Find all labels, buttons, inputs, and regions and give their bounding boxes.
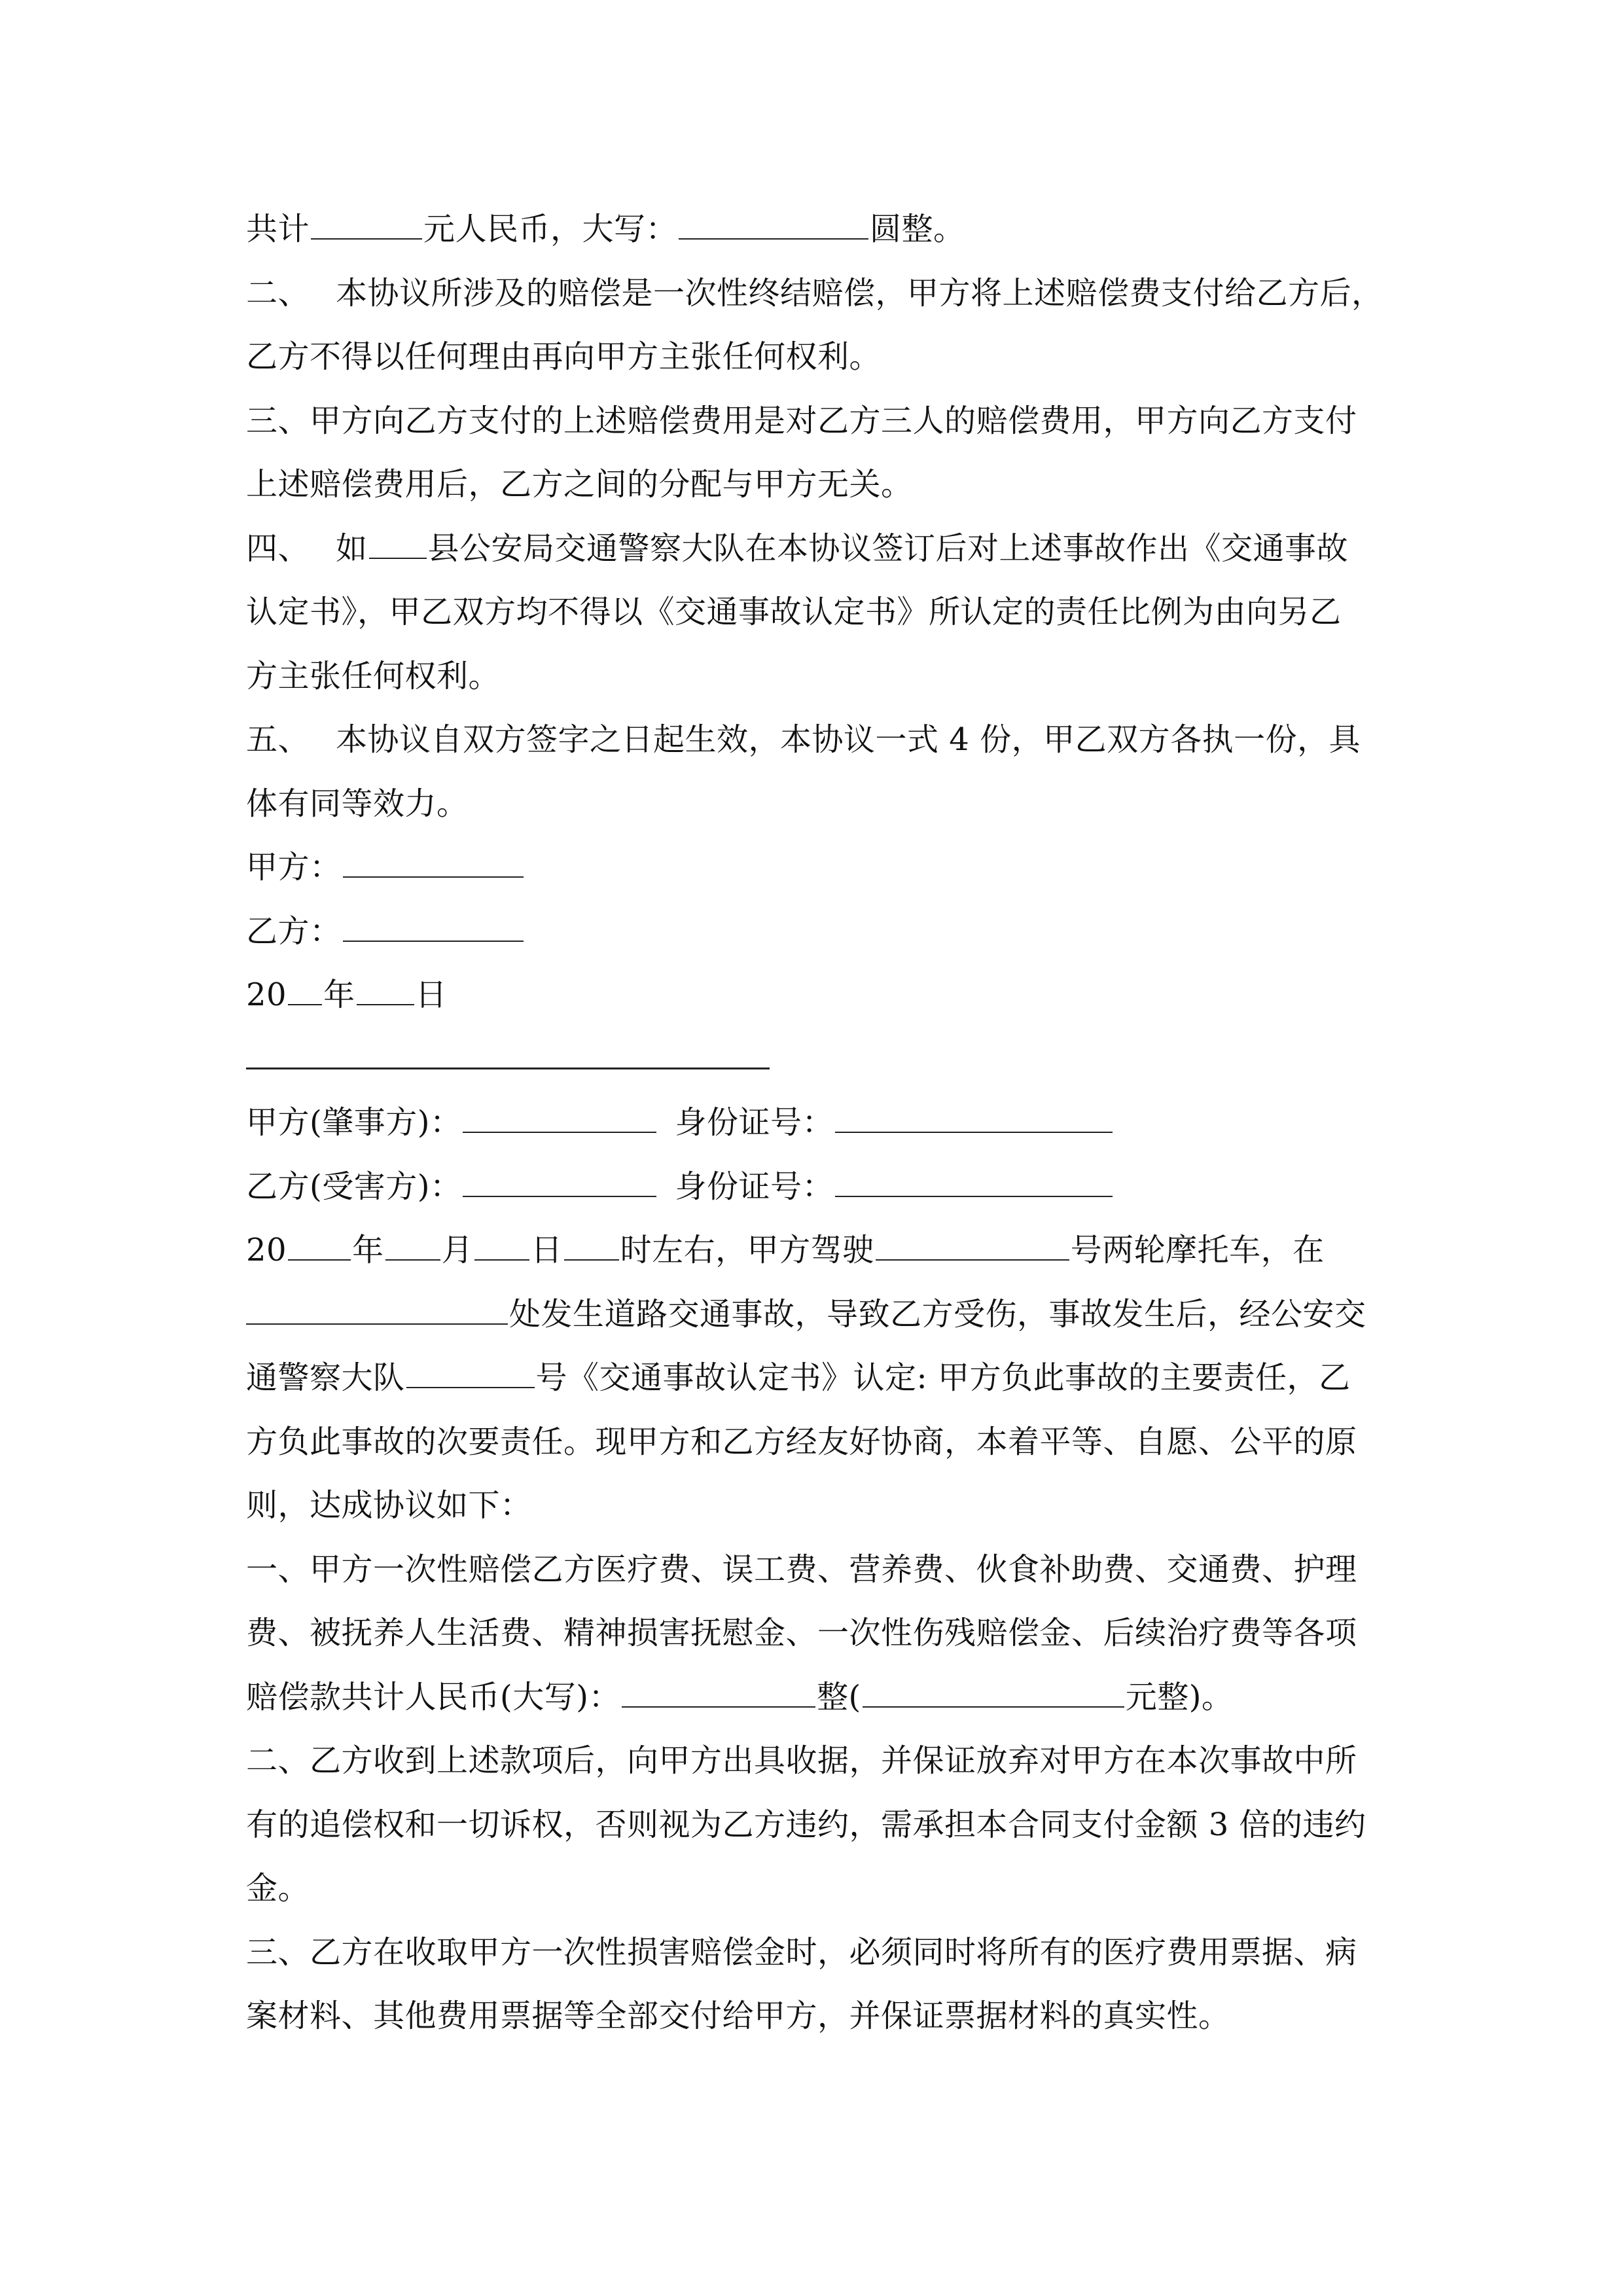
term-2-line-2 (246, 1799, 1378, 1863)
blank-amount-number[interactable] (863, 1675, 1124, 1708)
section-divider (246, 1033, 1378, 1097)
clause-3-line-1 (246, 395, 1378, 459)
accident-line-5 (246, 1479, 1378, 1543)
text: 号《交通事故认定书》认定: 甲方负此事故的主要责任，乙 (535, 1359, 1351, 1396)
term-1-line-3 (246, 1671, 1378, 1735)
party-a-info (246, 1096, 1378, 1160)
blank-location[interactable] (246, 1292, 508, 1325)
text: 三、甲方向乙方支付的上述赔偿费用是对乙方三人的赔偿费用，甲方向乙方支付 (246, 402, 1357, 439)
text: 乙方不得以任何理由再向甲方主张任何权利。 (246, 338, 882, 375)
accident-line-4 (246, 1416, 1378, 1480)
blank-county (369, 526, 427, 559)
blank-accident-day[interactable] (474, 1228, 529, 1261)
text: 本协议自双方签字之日起生效，本协议一式 4 份，甲乙双方各执一份，具 (336, 721, 1361, 758)
blank-report-number[interactable] (406, 1355, 535, 1388)
term-1-line-2 (246, 1607, 1378, 1671)
term-3-line-1 (246, 1926, 1378, 1990)
blank-amount (311, 207, 422, 240)
blank-plate-number[interactable] (876, 1228, 1069, 1261)
text: 整( (816, 1678, 861, 1715)
party-b-id-blank[interactable] (835, 1164, 1113, 1197)
blank-accident-hour[interactable] (564, 1228, 619, 1261)
term-1-line-1 (246, 1543, 1378, 1607)
text: 20 (246, 977, 287, 1013)
clause-4-line-1 (246, 522, 1378, 586)
text: 时左右，甲方驾驶 (620, 1232, 874, 1268)
party-b-signature-blank[interactable] (343, 909, 524, 942)
line-total-amount (246, 203, 1378, 267)
text: 月 (441, 1232, 474, 1268)
text: 元人民币，大写： (423, 211, 678, 247)
text: 号两轮摩托车，在 (1070, 1232, 1325, 1268)
term-3-line-2 (246, 1990, 1378, 2054)
blank-day[interactable] (357, 973, 414, 1005)
text: 认定书》，甲乙双方均不得以《交通事故认定书》所认定的责任比例为由向另乙 (246, 594, 1342, 630)
text: 三、乙方在收取甲方一次性损害赔偿金时，必须同时将所有的医疗费用票据、病 (246, 1933, 1357, 1971)
signature-party-a (246, 841, 1378, 905)
text: 共计 (246, 211, 310, 247)
signature-party-b (246, 905, 1378, 969)
party-a-name-blank[interactable] (463, 1100, 656, 1133)
term-2-line-1 (246, 1734, 1378, 1799)
text: 体有同等效力。 (246, 785, 469, 822)
text: 甲方(肇事方)： (246, 1104, 462, 1141)
document-body (246, 203, 1383, 2054)
party-a-label: 甲方： (246, 849, 342, 886)
party-b-name-blank[interactable] (463, 1164, 656, 1197)
clause-2-line-2 (246, 331, 1378, 395)
blank-accident-month[interactable] (385, 1228, 440, 1261)
clause-5-line-1 (246, 713, 1378, 778)
term-2-line-3 (246, 1862, 1378, 1926)
accident-line-3 (246, 1352, 1378, 1416)
text: 方负此事故的次要责任。现甲方和乙方经友好协商，本着平等、自愿、公平的原 (246, 1423, 1357, 1460)
clause-number: 五、 (246, 721, 310, 758)
clause-3-line-2 (246, 458, 1378, 522)
text: 方主张任何权利。 (246, 657, 501, 694)
text: 乙方(受害方)： (246, 1168, 462, 1205)
text: 有的追偿权和一切诉权，否则视为乙方违约，需承担本合同支付金额 3 倍的违约 (246, 1806, 1366, 1843)
party-a-signature-blank[interactable] (343, 845, 524, 878)
text: 县公安局交通警察大队在本协议签订后对上述事故作出《交通事故 (427, 529, 1349, 567)
text: 上述赔偿费用后，乙方之间的分配与甲方无关。 (246, 466, 913, 503)
text: 则，达成协议如下： (246, 1487, 532, 1524)
text: 20 (246, 1232, 287, 1268)
text: 二、乙方收到上述款项后，向甲方出具收据，并保证放弃对甲方在本次事故中所 (246, 1742, 1357, 1779)
accident-line-2 (246, 1288, 1378, 1352)
party-b-label: 乙方： (246, 912, 342, 950)
text: 身份证号： (675, 1104, 834, 1141)
clause-2-line-1 (246, 267, 1383, 331)
clause-number: 四、 (246, 529, 310, 567)
clause-4-line-3 (246, 650, 1378, 714)
clause-number: 二、 (246, 274, 310, 312)
text: 一、甲方一次性赔偿乙方医疗费、误工费、营养费、伙食补助费、交通费、护理 (246, 1551, 1357, 1588)
divider-rule (246, 1041, 770, 1069)
text: 元整)。 (1125, 1678, 1234, 1715)
text: 年 (352, 1232, 384, 1268)
clause-4-line-2 (246, 586, 1378, 650)
blank-amount-uppercase (679, 207, 868, 240)
text: 年 (323, 977, 355, 1013)
signature-date (246, 969, 1378, 1033)
text: 处发生道路交通事故，导致乙方受伤，事故发生后，经公安交 (509, 1295, 1366, 1333)
blank-accident-year[interactable] (288, 1228, 351, 1261)
blank-year[interactable] (288, 973, 322, 1005)
party-a-id-blank[interactable] (835, 1100, 1113, 1133)
text: 金。 (246, 1870, 310, 1907)
blank-amount-uppercase-2[interactable] (622, 1675, 815, 1708)
clause-5-line-2 (246, 778, 1378, 842)
text: 圆整。 (870, 211, 965, 247)
text: 身份证号： (675, 1168, 834, 1205)
text: 日 (415, 977, 448, 1013)
text: 费、被抚养人生活费、精神损害抚慰金、一次性伤残赔偿金、后续治疗费等各项 (246, 1615, 1357, 1651)
text: 案材料、其他费用票据等全部交付给甲方，并保证票据材料的真实性。 (246, 1998, 1230, 2034)
text: 通警察大队 (246, 1359, 405, 1396)
accident-line-1 (246, 1224, 1378, 1288)
text: 如 (336, 529, 368, 567)
text: 本协议所涉及的赔偿是一次性终结赔偿，甲方将上述赔偿费支付给乙方后， (336, 274, 1383, 312)
text: 日 (531, 1232, 563, 1268)
text: 赔偿款共计人民币(大写)： (246, 1678, 620, 1715)
party-b-info (246, 1160, 1378, 1225)
